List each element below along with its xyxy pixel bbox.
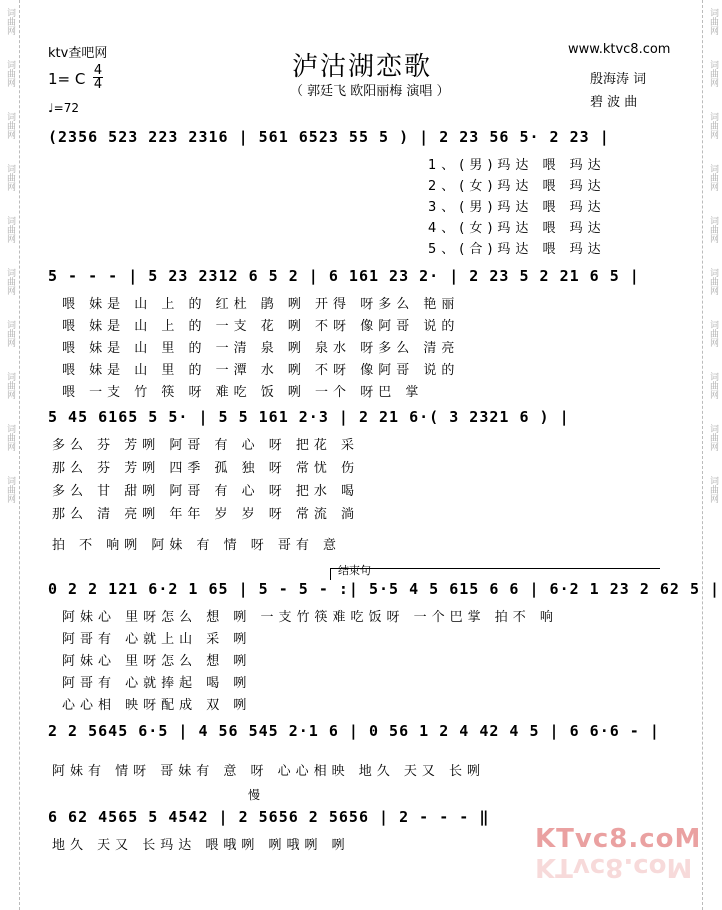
lyric-line: 喂 妹是 山 上 的 一支 花 咧 不呀 像阿哥 说的: [62, 319, 460, 334]
side-watermark: 词曲网: [5, 164, 15, 191]
side-watermark: 词曲网: [5, 216, 15, 243]
key-signature: 1= C: [48, 70, 86, 88]
notation-row-2: 5 - - - | 5 23 2312 6 5 2 | 6 161 23 2· | 2 23 5 2 21 6 5 |: [48, 267, 640, 285]
lyricist-credit: 殷海涛 词: [590, 72, 647, 87]
verse-line: 4、(女)玛达 喂 玛达: [428, 221, 606, 236]
side-watermark: 词曲网: [5, 268, 15, 295]
side-watermark: 词曲网: [708, 424, 718, 451]
side-watermark: 词曲网: [708, 216, 718, 243]
lyric-line-5: 阿妹有 情呀 哥妹有 意 呀 心心相映 地久 天又 长咧: [52, 764, 486, 779]
side-watermark: 词曲网: [5, 476, 15, 503]
side-watermark: 词曲网: [708, 112, 718, 139]
side-watermark: 词曲网: [708, 476, 718, 503]
side-watermark: 词曲网: [5, 372, 15, 399]
lyric-line: 喂 妹是 山 里 的 一清 泉 咧 泉水 呀多么 清亮: [62, 341, 460, 356]
lyric-line: 拍 不 响咧 阿妹 有 情 呀 哥有 意: [52, 538, 342, 553]
site-url: www.ktvc8.com: [568, 42, 671, 57]
lyric-line-6: 地久 天又 长玛达 喂哦咧 咧哦咧 咧: [52, 838, 350, 853]
ending-bracket-tick: [330, 568, 331, 580]
notation-row-6: 6 62 4565 5 4542 | 2 5656 2 5656 | 2 - - - ‖: [48, 808, 490, 826]
side-watermark: 词曲网: [708, 8, 718, 35]
site-name: ktv查吧网: [48, 46, 108, 61]
side-watermark: 词曲网: [708, 60, 718, 87]
notation-row-1: (2356 523 223 2316 | 561 6523 55 5 ) | 2 23 56 5· 2 23 |: [48, 128, 610, 146]
lyric-line: 阿哥有 心就上山 采 咧: [62, 632, 252, 647]
side-watermark: 词曲网: [5, 112, 15, 139]
lyric-line: 那么 清 亮咧 年年 岁 岁 呀 常流 淌: [52, 507, 360, 522]
tempo-marking: ♩=72: [48, 101, 79, 115]
performers: （ 郭廷飞 欧阳丽梅 演唱 ）: [290, 84, 450, 99]
side-watermark: 词曲网: [5, 8, 15, 35]
lyric-line: 喂 妹是 山 上 的 红杜 鹃 咧 开得 呀多么 艳丽: [62, 297, 460, 312]
ending-bracket: [330, 568, 660, 569]
lyrics-block-4: [62, 607, 558, 717]
left-watermark-column: [0, 0, 20, 910]
lyric-line: 阿哥有 心就捧起 喝 咧: [62, 676, 252, 691]
side-watermark: 词曲网: [708, 164, 718, 191]
notation-row-3: 5 45 6165 5 5· | 5 5 161 2·3 | 2 21 6·( 3 2321 6 ) |: [48, 408, 570, 426]
lyrics-block-2: [62, 294, 459, 404]
lyric-line: 多么 甘 甜咧 阿哥 有 心 呀 把水 喝: [52, 484, 360, 499]
ending-label: 结束句: [338, 564, 371, 577]
side-watermark: 词曲网: [708, 268, 718, 295]
site-logo: KTvc8.coM: [535, 824, 702, 854]
time-signature: [93, 64, 103, 91]
verse-line: 2、(女)玛达 喂 玛达: [428, 179, 606, 194]
time-sig-bottom: 4: [93, 77, 103, 92]
composer-credit: 碧 波 曲: [590, 95, 638, 110]
side-watermark: 词曲网: [5, 320, 15, 347]
lyrics-block-3: [52, 434, 359, 557]
side-watermark: 词曲网: [708, 320, 718, 347]
notation-row-4: 0 2 2 121 6·2 1 65 | 5 - 5 - :| 5·5 4 5 615 6 6 | 6·2 1 23 2 62 5 |: [48, 580, 721, 598]
song-title: 泸沽湖恋歌: [292, 52, 433, 82]
verse-line: 1、(男)玛达 喂 玛达: [428, 158, 606, 173]
lyric-line: 喂 一支 竹 筷 呀 难吃 饭 咧 一个 呀巴 掌: [62, 385, 424, 400]
lyric-line: 多么 芬 芳咧 阿哥 有 心 呀 把花 采: [52, 438, 360, 453]
lyric-line: 阿妹心 里呀怎么 想 咧: [62, 654, 252, 669]
lyric-line: 心心相 映呀配成 双 咧: [62, 698, 252, 713]
side-watermark: 词曲网: [5, 60, 15, 87]
verse-line: 5、(合)玛达 喂 玛达: [428, 242, 606, 257]
time-sig-top: 4: [93, 63, 103, 78]
side-watermark: 词曲网: [5, 424, 15, 451]
site-logo-reflection: KTvc8.coM: [535, 852, 693, 882]
side-watermark: 词曲网: [708, 372, 718, 399]
lyric-line: 喂 妹是 山 里 的 一潭 水 咧 不呀 像阿哥 说的: [62, 363, 460, 378]
lyric-line: 那么 芬 芳咧 四季 孤 独 呀 常忧 伤: [52, 461, 360, 476]
notation-row-5: 2 2 5645 6·5 | 4 56 545 2·1 6 | 0 56 1 2 4 42 4 5 | 6 6·6 - |: [48, 722, 660, 740]
tempo-slow-mark: 慢: [248, 788, 261, 802]
right-watermark-column: [702, 0, 722, 910]
verse-line: 3、(男)玛达 喂 玛达: [428, 200, 606, 215]
intro-verses: [428, 155, 606, 260]
lyric-line: 阿妹心 里呀怎么 想 咧 一支竹筷难吃饭呀 一个巴掌 拍不 响: [62, 610, 558, 625]
